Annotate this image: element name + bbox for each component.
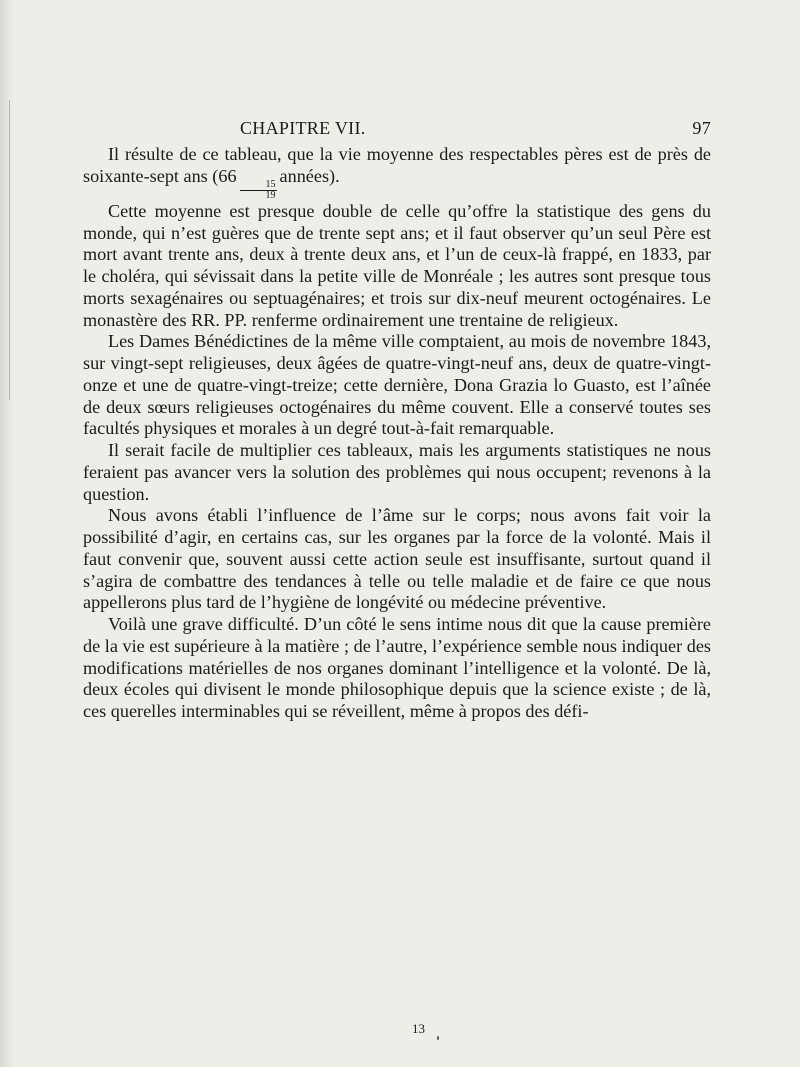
paragraph-5: Nous avons établi l’influence de l’âme sur le corps; nous avons fait voir la possibilité d’agir, en certains cas, sur les organes par la force de la volonté. Mais il faut convenir que, souvent aussi cette action seule est insuffisante, surtout quand il s’agira de combattre des tendances à telle ou telle maladie et de faire ce que nous appellerons plus tard de l’hygiène de longévité ou médecine préventive. bbox=[83, 505, 711, 613]
paragraph-1 bbox=[83, 144, 711, 201]
signature-mark: 13 bbox=[412, 1021, 425, 1036]
book-page bbox=[83, 118, 711, 723]
paragraph-4: Il serait facile de multiplier ces tableaux, mais les arguments statistiques ne nous feraient pas avancer vers la solution des problèmes qui nous occupent; revenons à la question. bbox=[83, 440, 711, 504]
paragraph-2: Cette moyenne est presque double de celle qu’offre la statistique des gens du monde, qui n’est guères que de trente sept ans; et il faut observer qu’un seul Père est mort avant trente ans, deux à trente deux ans, et l’un de ceux-là frappé, en 1833, par le choléra, qui sévissait dans la petite ville de Monréale ; les autres sont presque tous morts sexagénaires ou septuagénaires; et trois sur dix-neuf meurent octogénaires. Le monastère des RR. PP. renferme ordinairement une trentaine de religieux. bbox=[83, 200, 711, 330]
page-number: 97 bbox=[692, 118, 711, 138]
page-gutter-shadow bbox=[0, 0, 14, 1067]
ink-speck bbox=[437, 1036, 439, 1040]
paragraph-3: Les Dames Bénédictines de la même ville comptaient, au mois de novembre 1843, sur vingt-sept religieuses, deux âgées de quatre-vingt-neuf ans, deux de quatre-vingt-onze et une de quatre-vingt-treize; cette dernière, Dona Grazia lo Guasto, est l’aînée de deux sœurs religieuses octogénaires du même couvent. Elle a conservé toutes ses facultés physiques et morales à un degré tout-à-fait remarquable. bbox=[83, 331, 711, 439]
gutter-line bbox=[9, 100, 10, 400]
paragraph-1-end: années). bbox=[279, 165, 340, 186]
fraction-denominator: 19 bbox=[265, 189, 276, 201]
body-text bbox=[83, 144, 711, 723]
fraction bbox=[240, 180, 277, 201]
paragraph-1-text: Il résulte de ce tableau, que la vie moyenne des respectables pères est de près de soixante-sept ans (66 bbox=[83, 144, 711, 186]
running-header bbox=[83, 118, 711, 144]
fraction-numerator: 15 bbox=[240, 180, 277, 191]
chapter-title: CHAPITRE VII. bbox=[240, 118, 366, 138]
paragraph-6: Voilà une grave difficulté. D’un côté le sens intime nous dit que la cause première de la vie est supérieure à la matière ; de l’autre, l’expérience semble nous indiquer des modifications matérielles de nos organes dominant l’intelligence et la volonté. De là, deux écoles qui divisent le monde philosophique depuis que la science existe ; de là, ces querelles interminables qui se réveillent, même à propos des défi- bbox=[83, 614, 711, 721]
